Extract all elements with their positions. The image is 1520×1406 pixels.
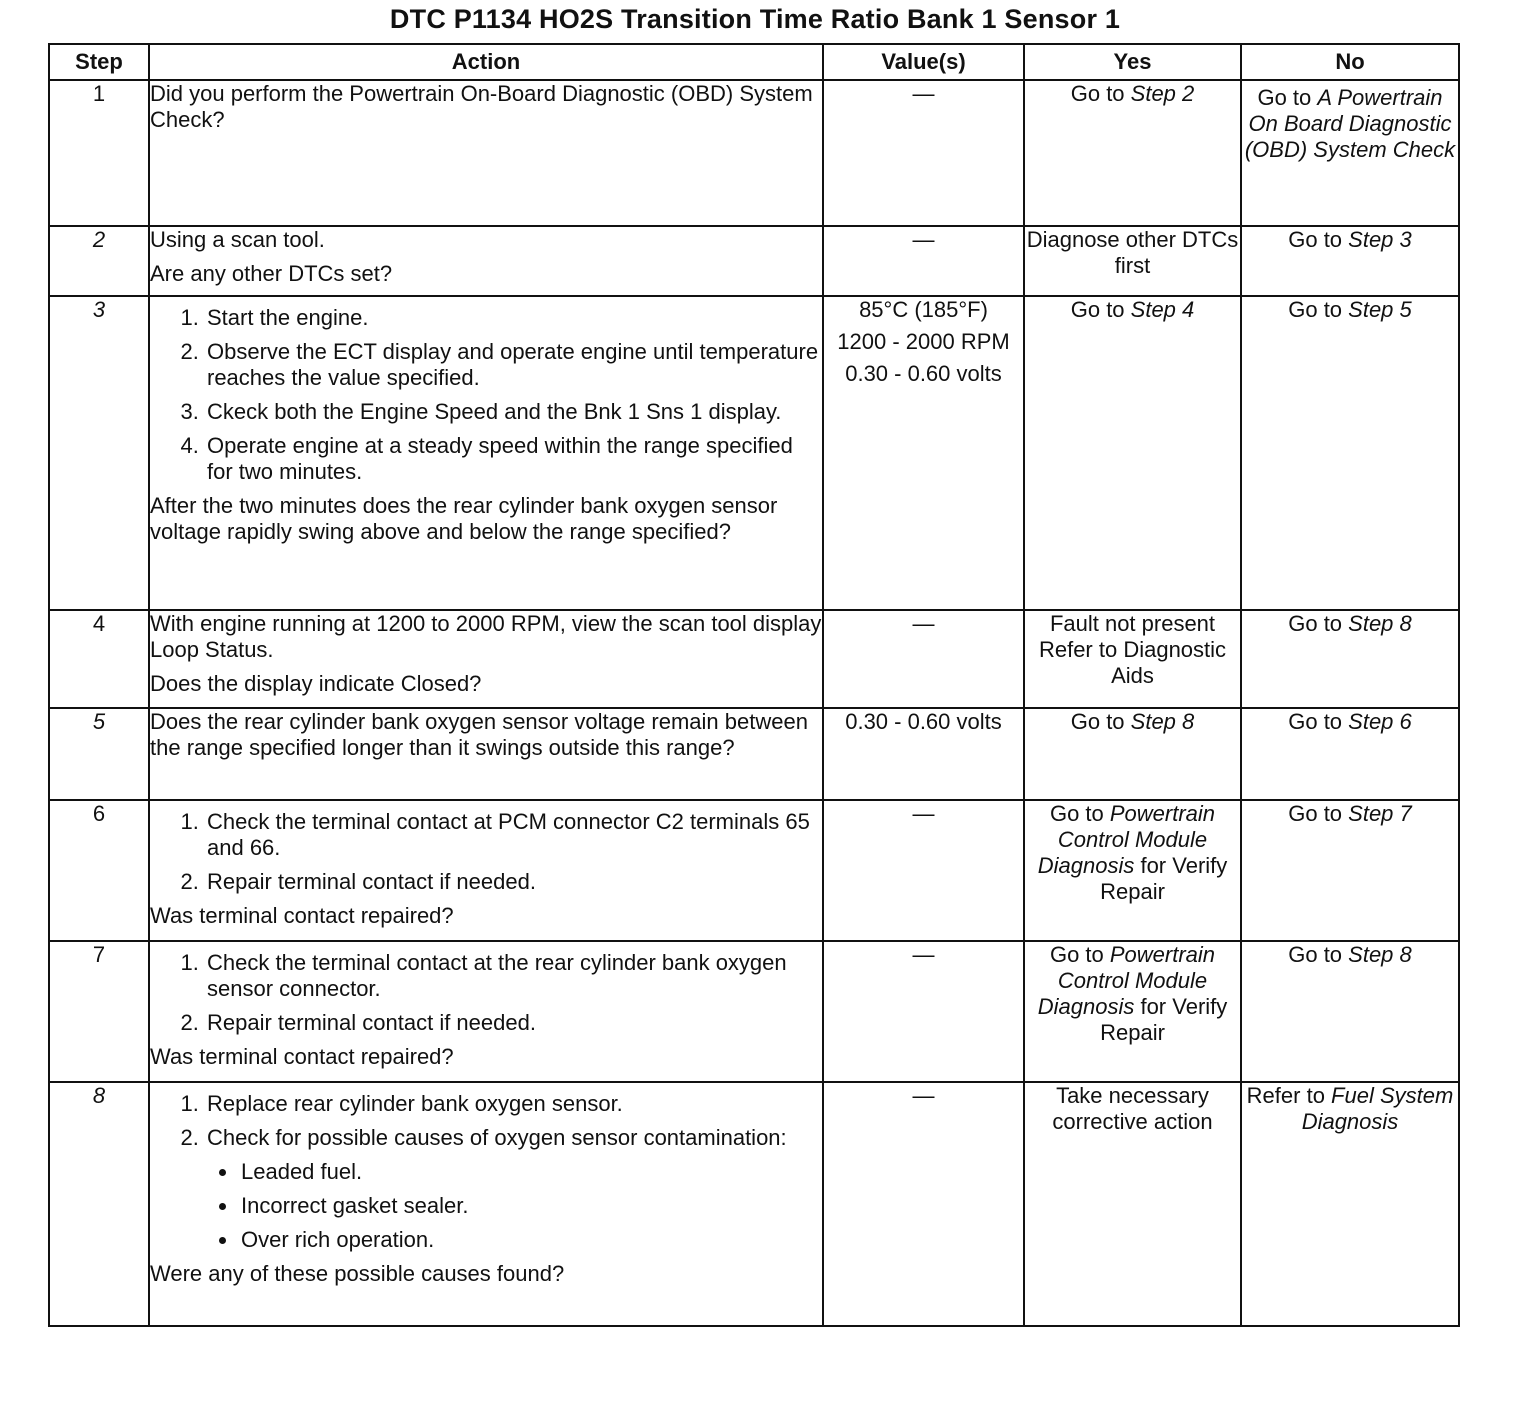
value-cell: — — [823, 941, 1024, 1082]
no-prefix: Go to — [1288, 611, 1349, 636]
step-number: 8 — [49, 1082, 149, 1326]
action-step-item: 1. Replace rear cylinder bank oxygen sensor. — [205, 1091, 822, 1117]
yes-link[interactable]: Powertrain Control Module Diagnosis — [1037, 801, 1216, 878]
no-cell — [1241, 1082, 1459, 1326]
action-steps — [150, 950, 822, 1036]
action-question: Does the rear cylinder bank oxygen sensor voltage remain between the range specified longer than it swings outside this range? — [150, 709, 808, 760]
value-cell — [823, 296, 1024, 610]
value-cell: — — [823, 800, 1024, 941]
action-cell — [149, 1082, 823, 1326]
action-cell — [149, 296, 823, 610]
action-cell — [149, 800, 823, 941]
action-steps — [150, 305, 822, 485]
action-cell — [149, 941, 823, 1082]
table-row — [49, 610, 1459, 708]
action-step-item: 3. Ckeck both the Engine Speed and the Bnk 1 Sns 1 display. — [205, 399, 822, 425]
value-rpm: 1200 - 2000 RPM — [837, 329, 1010, 354]
no-cell — [1241, 226, 1459, 296]
yes-prefix: Go to — [1070, 709, 1131, 734]
yes-cell: Take necessary corrective action — [1024, 1082, 1241, 1326]
header-yes: Yes — [1024, 44, 1241, 80]
no-link[interactable]: Step 8 — [1348, 611, 1412, 636]
step-number: 6 — [49, 800, 149, 941]
no-cell — [1241, 296, 1459, 610]
no-prefix: Go to — [1288, 801, 1349, 826]
value-temperature: 85°C (185°F) — [859, 297, 988, 322]
no-prefix: Refer to — [1246, 1083, 1332, 1108]
cause-list — [207, 1159, 822, 1253]
yes-suffix: for Verify Repair — [1100, 853, 1228, 904]
action-question: Was terminal contact repaired? — [150, 903, 454, 928]
action-cell — [149, 80, 823, 226]
page-title: DTC P1134 HO2S Transition Time Ratio Bank 1 Sensor 1 — [389, 4, 1121, 34]
action-text: Using a scan tool. — [150, 227, 325, 252]
table-row — [49, 226, 1459, 296]
header-step: Step — [49, 44, 149, 80]
action-step-item: 2. Repair terminal contact if needed. — [205, 869, 822, 895]
no-link[interactable]: Step 3 — [1348, 227, 1412, 252]
no-cell — [1241, 610, 1459, 708]
action-steps — [150, 809, 822, 895]
table-row — [49, 800, 1459, 941]
yes-cell: Fault not present Refer to Diagnostic Aids — [1024, 610, 1241, 708]
yes-link[interactable]: Step 4 — [1130, 297, 1195, 322]
yes-cell — [1024, 800, 1241, 941]
no-prefix: Go to — [1288, 942, 1349, 967]
action-step-item: 2. Repair terminal contact if needed. — [205, 1010, 822, 1036]
action-step-item: 1. Check the terminal contact at PCM connector C2 terminals 65 and 66. — [205, 809, 822, 861]
no-link[interactable]: A Powertrain On Board Diagnostic (OBD) System Check — [1244, 85, 1456, 162]
cause-item: • Leaded fuel. — [239, 1159, 822, 1185]
step-number: 5 — [49, 708, 149, 800]
value-volts: 0.30 - 0.60 volts — [845, 361, 1002, 386]
no-prefix: Go to — [1288, 297, 1349, 322]
action-question: Are any other DTCs set? — [150, 261, 393, 286]
action-step-item — [205, 1125, 822, 1253]
yes-link[interactable]: Step 8 — [1130, 709, 1195, 734]
step-number: 4 — [49, 610, 149, 708]
step-number: 7 — [49, 941, 149, 1082]
table-row — [49, 708, 1459, 800]
no-link[interactable]: Step 7 — [1348, 801, 1412, 826]
action-question: Were any of these possible causes found? — [150, 1261, 565, 1286]
action-question: After the two minutes does the rear cylinder bank oxygen sensor voltage rapidly swing above and below the range specified? — [150, 493, 778, 544]
yes-prefix: Go to — [1070, 81, 1131, 106]
action-text: Did you perform the Powertrain On-Board Diagnostic (OBD) System Check? — [150, 81, 813, 132]
action-step-text: Check for possible causes of oxygen sensor contamination: — [207, 1125, 787, 1150]
no-link[interactable]: Step 5 — [1348, 297, 1412, 322]
action-text: With engine running at 1200 to 2000 RPM, view the scan tool display Loop Status. — [150, 611, 822, 662]
cause-item: • Over rich operation. — [239, 1227, 822, 1253]
step-number: 3 — [49, 296, 149, 610]
no-cell — [1241, 80, 1459, 226]
value-cell: — — [823, 1082, 1024, 1326]
yes-cell — [1024, 80, 1241, 226]
action-question: Does the display indicate Closed? — [150, 671, 482, 696]
no-link[interactable]: Fuel System Diagnosis — [1301, 1083, 1454, 1134]
value-cell: — — [823, 80, 1024, 226]
action-question: Was terminal contact repaired? — [150, 1044, 454, 1069]
yes-prefix: Go to — [1049, 942, 1110, 967]
value-cell: 0.30 - 0.60 volts — [823, 708, 1024, 800]
action-steps — [150, 1091, 822, 1253]
yes-suffix: for Verify Repair — [1100, 994, 1228, 1045]
yes-cell — [1024, 708, 1241, 800]
yes-cell: Diagnose other DTCs first — [1024, 226, 1241, 296]
action-cell — [149, 226, 823, 296]
cause-item: • Incorrect gasket sealer. — [239, 1193, 822, 1219]
value-cell: — — [823, 610, 1024, 708]
header-action: Action — [149, 44, 823, 80]
yes-cell — [1024, 941, 1241, 1082]
no-link[interactable]: Step 8 — [1348, 942, 1412, 967]
action-cell — [149, 610, 823, 708]
no-link[interactable]: Step 6 — [1348, 709, 1412, 734]
no-prefix: Go to — [1288, 709, 1349, 734]
step-number: 1 — [49, 80, 149, 226]
table-row — [49, 941, 1459, 1082]
action-step-item: 1. Start the engine. — [205, 305, 822, 331]
no-cell — [1241, 941, 1459, 1082]
action-cell — [149, 708, 823, 800]
yes-link[interactable]: Step 2 — [1130, 81, 1195, 106]
no-prefix: Go to — [1288, 227, 1349, 252]
header-row — [49, 44, 1459, 80]
yes-prefix: Go to — [1070, 297, 1131, 322]
no-cell — [1241, 708, 1459, 800]
header-values: Value(s) — [823, 44, 1024, 80]
table-row — [49, 1082, 1459, 1326]
action-step-item: 4. Operate engine at a steady speed within the range specified for two minutes. — [205, 433, 822, 485]
header-no: No — [1241, 44, 1459, 80]
action-step-item: 1. Check the terminal contact at the rear cylinder bank oxygen sensor connector. — [205, 950, 822, 1002]
value-cell: — — [823, 226, 1024, 296]
no-cell — [1241, 800, 1459, 941]
diagnostic-table — [48, 43, 1460, 1327]
table-row — [49, 296, 1459, 610]
table-row — [49, 80, 1459, 226]
yes-cell — [1024, 296, 1241, 610]
yes-prefix: Go to — [1049, 801, 1110, 826]
action-step-item: 2. Observe the ECT display and operate engine until temperature reaches the value specified. — [205, 339, 822, 391]
step-number: 2 — [49, 226, 149, 296]
yes-link[interactable]: Powertrain Control Module Diagnosis — [1037, 942, 1216, 1019]
no-prefix: Go to — [1257, 85, 1318, 110]
